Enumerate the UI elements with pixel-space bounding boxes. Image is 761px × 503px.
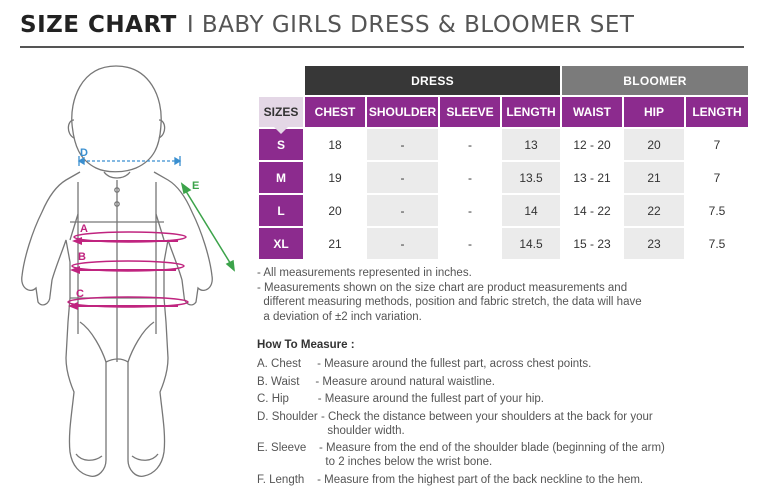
- measure-item-length: [257, 473, 747, 487]
- size-label: XL: [259, 228, 303, 259]
- page-title: [20, 12, 634, 46]
- cell-chest: 21: [305, 228, 365, 259]
- col-shoulder: SHOULDER: [367, 97, 438, 127]
- group-header-row: [259, 66, 748, 95]
- measure-desc: - Measure from the end of the shoulder blade (beginning of the arm) to 2 inches below the wrist bone.: [319, 442, 665, 468]
- measure-desc: - Measure around the fullest part of your hip.: [317, 393, 545, 405]
- table-row: [259, 228, 748, 259]
- size-label: M: [259, 162, 303, 193]
- measure-item-shoulder: [257, 410, 747, 438]
- measure-label: D. Shoulder: [257, 410, 321, 423]
- cell-shoulder: -: [367, 162, 438, 193]
- how-to-heading: How To Measure :: [257, 339, 355, 351]
- table-row: [259, 162, 748, 193]
- measure-label: F. Length: [257, 473, 318, 486]
- cell-waist: 13 - 21: [562, 162, 622, 193]
- measure-item-chest: [257, 357, 747, 371]
- cell-dress-length: 14: [502, 195, 560, 226]
- sizes-header: SIZES: [259, 97, 303, 127]
- cell-hip: 23: [624, 228, 684, 259]
- col-bloomer-length: LENGTH: [686, 97, 748, 127]
- cell-bloomer-length: 7: [686, 162, 748, 193]
- cell-bloomer-length: 7.5: [686, 195, 748, 226]
- note-line: - Measurements shown on the size chart are product measurements and: [257, 281, 628, 294]
- cell-sleeve: -: [440, 162, 500, 193]
- measure-label: C. Hip: [257, 393, 318, 405]
- cell-waist: 12 - 20: [562, 129, 622, 160]
- cell-shoulder: -: [367, 129, 438, 160]
- measure-label: B. Waist: [257, 375, 316, 388]
- label-a: A: [80, 223, 88, 235]
- measure-item-waist: [257, 375, 747, 389]
- measure-label: E. Sleeve: [257, 442, 320, 454]
- baby-measurement-illustration: [18, 62, 250, 497]
- measure-desc: - Check the distance between your shoulders at the back for your shoulder width.: [320, 410, 653, 437]
- col-sleeve: SLEEVE: [440, 97, 500, 127]
- cell-sleeve: -: [440, 228, 500, 259]
- title-subtitle: I BABY GIRLS DRESS & BLOOMER SET: [186, 12, 635, 38]
- title-main: SIZE CHART: [20, 12, 177, 38]
- group-bloomer: BLOOMER: [562, 66, 748, 95]
- table-row: [259, 129, 748, 160]
- measurement-notes: [257, 266, 747, 324]
- col-hip: HIP: [624, 97, 684, 127]
- col-waist: WAIST: [562, 97, 622, 127]
- cell-shoulder: -: [367, 228, 438, 259]
- note-line: a deviation of ±2 inch variation.: [257, 310, 422, 323]
- cell-hip: 22: [624, 195, 684, 226]
- cell-hip: 20: [624, 129, 684, 160]
- cell-waist: 14 - 22: [562, 195, 622, 226]
- label-b: B: [78, 251, 86, 263]
- title-divider: [20, 46, 744, 48]
- label-e: E: [192, 180, 200, 192]
- size-chart-table: [257, 64, 750, 261]
- cell-dress-length: 14.5: [502, 228, 560, 259]
- measure-desc: - Measure around natural waistline.: [315, 375, 495, 388]
- column-header-row: [259, 97, 748, 127]
- measure-item-sleeve: [257, 441, 747, 469]
- cell-hip: 21: [624, 162, 684, 193]
- col-chest: CHEST: [305, 97, 365, 127]
- how-to-measure: [257, 339, 747, 490]
- size-label: L: [259, 195, 303, 226]
- cell-sleeve: -: [440, 195, 500, 226]
- measure-item-hip: [257, 392, 747, 406]
- cell-shoulder: -: [367, 195, 438, 226]
- measure-desc: - Measure around the fullest part, across chest points.: [317, 358, 592, 370]
- cell-waist: 15 - 23: [562, 228, 622, 259]
- label-c: C: [76, 288, 84, 300]
- group-dress: DRESS: [305, 66, 560, 95]
- cell-bloomer-length: 7: [686, 129, 748, 160]
- note-line: - All measurements represented in inches.: [257, 267, 472, 279]
- note-line: different measuring methods, position and fabric stretch, the data will have: [257, 296, 642, 308]
- cell-chest: 19: [305, 162, 365, 193]
- size-label: S: [259, 129, 303, 160]
- cell-dress-length: 13: [502, 129, 560, 160]
- cell-chest: 20: [305, 195, 365, 226]
- label-d: D: [80, 147, 88, 159]
- cell-dress-length: 13.5: [502, 162, 560, 193]
- cell-sleeve: -: [440, 129, 500, 160]
- col-dress-length: LENGTH: [502, 97, 560, 127]
- cell-bloomer-length: 7.5: [686, 228, 748, 259]
- measure-desc: - Measure from the highest part of the back neckline to the hem.: [317, 473, 644, 486]
- table-row: [259, 195, 748, 226]
- measure-label: A. Chest: [257, 358, 318, 370]
- cell-chest: 18: [305, 129, 365, 160]
